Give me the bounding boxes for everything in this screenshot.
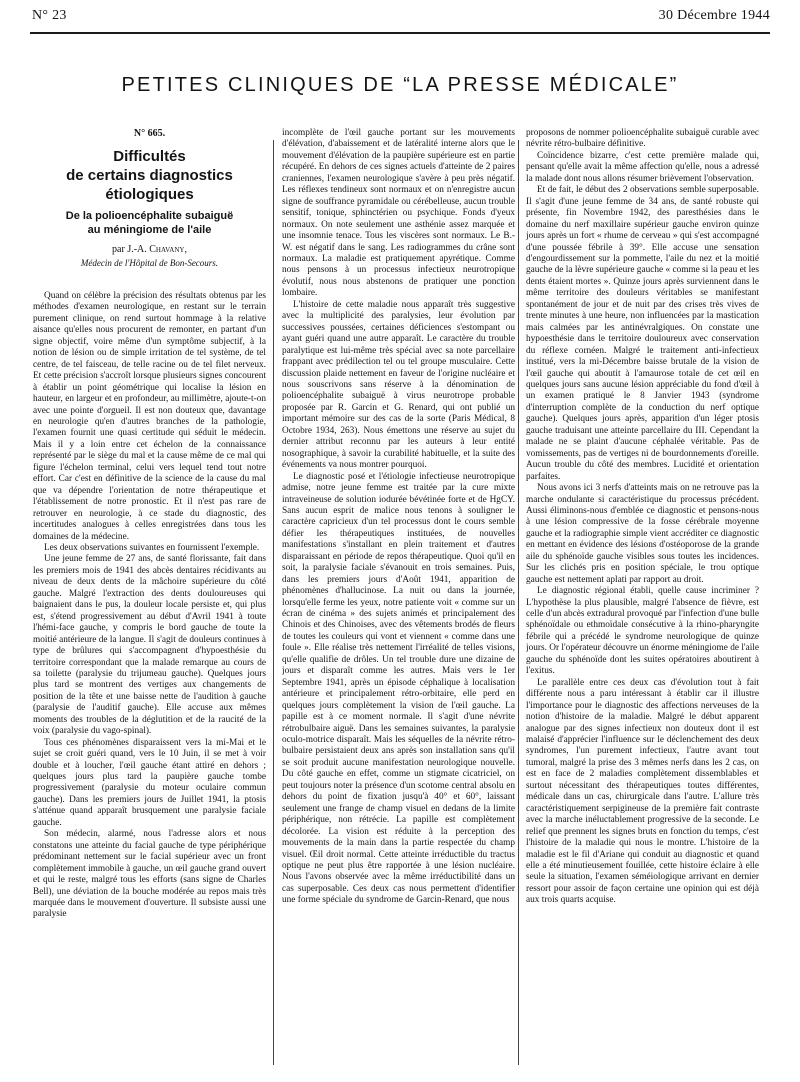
masthead: PETITES CLINIQUES DE “LA PRESSE MÉDICALE”: [121, 74, 679, 96]
column-3: [526, 128, 759, 1072]
issue-date: 30 Décembre 1944: [658, 8, 770, 23]
article-subtitle-line: au méningiome de l'aile: [87, 224, 212, 236]
column-divider: [518, 140, 519, 1065]
paragraph: Une jeune femme de 27 ans, de santé florissante, fait dans les premiers mois de 1941 des abcès dentaires récidivants au niveau de deux dents de la mâchoire supérieure du côté gauche. Malgré l'extraction des dents douloureuses qui baignaient dans le pus, la douleur locale persiste et, qui plus est, s'étend progressivement au début d'Avril 1941 à toute l'hémi-face gauche, y compris le bord gauche de toute la moitié antérieure de la langue. Il s'agit de douleurs continues à type de brûlures qui s'accompagnent d'hypoesthésie du territoire correspondant que la malade remarque au cours de sa toilette (paralysie du trijumeau gauche). Quelques jours plus tard se montrent des vertiges aux changements de position de la tête et une baisse nette de l'audition à gauche (paralysie de l'auditif gauche). Elle accuse aux mêmes moments des troubles de la déglutition et de la raucité de la voix (paralysie du vago-spinal).: [33, 554, 266, 737]
paragraph: L'histoire de cette maladie nous apparaît très suggestive avec la multiplicité des paralysies, leur évolution par successives poussées, certaines déficiences s'estompant ou ayant guéri quand une autre apparaît. Le caractère du trouble paralytique est lui-même très spécial avec sa note parcellaire frappant avec prédilection tel ou tel groupe musculaire. Cette discussion plaide nettement en faveur de l'origine nucléaire et nous souscrivons sans réserve à la dénomination de polioencéphalite subaiguë à virus neurotrope probable proposée par R. Garcin et G. Renard, qui ont publié un important mémoire sur des cas de la sorte (Paris Médical, 8 Octobre 1934, 263). Nous émettons une réserve au sujet du dernier attribut reconnu par les auteurs à leur entité nosographique, à savoir la curabilité habituelle, et la suite des événements va nous montrer pourquoi.: [282, 299, 515, 471]
paragraph: Tous ces phénomènes disparaissent vers la mi-Mai et le sujet se croit guéri quand, vers le 10 Juin, il se met à voir double et à loucher, l'œil gauche étant attiré en dehors ; quelques jours plus tard la paupière gauche tombe progressivement (paralysie du moteur oculaire commun gauche). Dans les premiers jours de Juillet 1941, la ptosis s'atténue quand apparaît brusquement une paralysie faciale gauche.: [33, 737, 266, 828]
paragraph: Son médecin, alarmé, nous l'adresse alors et nous constatons une atteinte du facial gauche de type périphérique prédominant nettement sur le facial supérieur avec un front complètement immobile à gauche, un œil gauche grand ouvert et qui le reste, malgré tous les efforts (sans signe de Charles Bell), une déviation de la bouche modérée au repos mais très marquée dans le mouvement d'ouverture. Il subsiste aussi une paralysie: [33, 829, 266, 920]
author-name: J.-A. Chavany,: [127, 244, 187, 255]
paragraph: Les deux observations suivantes en fournissent l'exemple.: [44, 542, 260, 553]
article-subtitle: [33, 209, 266, 237]
paragraph: Coïncidence bizarre, c'est cette première malade qui, pensant qu'elle avait la même affection qu'elle, nous a adressé la malade dont nous allons résumer brièvement l'observation.: [526, 150, 759, 184]
paragraph: Le diagnostic posé et l'étiologie infectieuse neurotropique admise, notre jeune femme est traitée par la cure mixte intraveineuse de solution iodurée bévétinée forte et de HgCY. Sans aucun esprit de malice nous tenons à souligner le caractère capricieux d'un tel processus dont le cours semble défier les thérapeutiques instituées, de nouvelles manifestations s'installant en plein traitement et d'autres disparaissant en période de repos thérapeutique. Quoi qu'il en soit, la paralysie faciale s'évanouit en trois semaines. Puis, dans les premiers jours d'Août 1941, apparition de phénomènes d'hallucinose. La nuit ou dans la journée, lorsqu'elle ferme les yeux, notre patiente voit « comme sur un écran de cinéma » des sujets animés et principalement des Chinois et des Chinoises, avec des vêtements brodés de fleurs de toutes les couleurs qui vont et viennent « comme dans une foule ». Elle réalise très nettement l'irréalité de telles visions, qu'elle qualifie de drôles. Un tel trouble dure une dizaine de jours et disparaît comme les autres. Mais vers le 1er Septembre 1941, après un épisode céphalique à localisation antérieure et principalement rétro-orbitaire, elle perd en quelques jours complètement la vision de l'œil gauche. La papille est à ce moment normale. Il s'agit d'une névrite rétrobulbaire aiguë. Dans les semaines suivantes, la paralysie oculo-motrice disparaît. Mais les séquelles de la névrite rétro-bulbaire persistaient deux ans après son installation sans qu'il se soit produit aucune manifestation neurologique nouvelle. Du côté gauche en effet, comme un stigmate cicatriciel, on peut toujours noter la présence d'un scotome central absolu en dehors du point de fixation jusqu'à 40° et 60°, laissant seulement une frange de champ visuel en dedans de la limite périphérique, non rétrécie. La papille est complètement décolorée. La vision est réduite à la perception des mouvements de la main dans la partie respectée du champ visuel. Œil droit normal. Cette atteinte irréductible du tractus optique ne peut plus être rapportée à une lésion nucléaire. Nous l'avons observée avec la même irréductibilité dans un cas superposable. Ces deux cas nous permettent d'identifier une forme spéciale du syndrome de Garcin-Renard, que nous: [282, 471, 515, 906]
article-title-line: Difficultés: [113, 148, 186, 165]
paragraph: Le diagnostic régional établi, quelle cause incriminer ? L'hypothèse la plus plausible, malgré l'absence de fièvre, est celle d'un abcès extradural provoqué par l'infection d'une bulle sphénoïdale ou ethmoïdale consécutive à la rhino-pharyngite fébrile qui a précédé le syndrome neurologique de quinze jours. Or l'opérateur découvre un énorme méningiome de l'aile gauche du sphénoïde dont les suites opératoires aboutirent à l'exitus.: [526, 586, 759, 677]
column-1: [33, 128, 266, 1072]
article-title-line: étiologiques: [105, 186, 194, 203]
paragraph: Et de fait, le début des 2 observations semble superposable. Il s'agit d'une jeune femme de 34 ans, de santé robuste qui présente, fin Novembre 1942, des paresthésies dans le domaine du nerf maxillaire supérieur gauche environ quinze jours après un fort « rhume de cerveau » qui s'est accompagné d'une poussée fébrile à 39°. Elle accuse une sensation d'engourdissement sur la pommette, l'aile du nez et la moitié gauche de la lèvre supérieure gauche « comme si la peau et les dents étaient mortes ». Quinze jours après surviennent dans le même territoire des douleurs véritables se manifestant spontanément de jour et de nuit par des crises très vives de trente minutes à une heure, non influencées par la mastication mais calmées par les antinévralgiques. On constate une hypoesthésie dans le territoire douloureux avec conservation du réflexe cornéen. Malgré le traitement anti-infectieux institué, vers la mi-Décembre baisse brutale de la vision de l'œil gauche qui aboutit à l'amaurose totale de cet œil en quelques jours sans aucune lésion appréciable du fond d'œil à un examen pratiqué le 8 Janvier 1943 (syndrome d'interruption complète de la conduction du nerf optique gauche). Quelques jours après, apparition d'un léger ptosis gauche traduisant une atteinte parcellaire du III. Cependant la malade ne se plaint d'aucune céphalée véritable. Pas de vomissements, pas de vertiges ni de bourdonnements d'oreille. Aucun trouble du côté des membres. Lucidité et orientation parfaites.: [526, 185, 759, 482]
paragraph: proposons de nommer polioencéphalite subaiguë curable avec névrite rétro-bulbaire définitive.: [526, 128, 759, 150]
paragraph: Quand on célèbre la précision des résultats obtenus par les méthodes d'examen neurologique, en restant sur le terrain purement clinique, on rend surtout hommage à la relative aisance qu'elles nous procurent de remonter, en partant d'un signe objectif, voire même d'un symptôme subjectif, à la notion de lésion ou de simple irritation de tel système, de tel centre, de tel faisceau, de telle racine ou de tel filet nerveux. Et cette précision s'accroît lorsque plusieurs signes concourent à établir un point géométrique qui localise la lésion en hauteur, en largeur et en profondeur, au millimètre, ajoute-t-on avec une pointe d'orgueil. Il est non douteux que, davantage en neurologie qu'en d'autres branches de la pathologie, l'examen fournit une quasi certitude qui séduit le médecin. Mais il y a loin entre cet échelon de la connaissance représenté par le siège du mal et la cause même de ce mal qui figure l'échelon terminal, celui vers lequel tend tout notre effort. Car c'est en définitive de la science de la cause du mal que va dépendre l'orientation de notre thérapeutique et l'établissement de notre pronostic. Et il n'est pas rare de retrouver en neurologie, à ce stade du diagnostic, des incertitudes analogues à celles enregistrées dans tous les domaines de la médecine.: [33, 291, 266, 542]
paragraph: Nous avons ici 3 nerfs d'atteints mais on ne retrouve pas la marche ondulante si caractéristique du processus précédent. Aussi éliminons-nous d'emblée ce diagnostic et pensons-nous à une lésion compressive de la fosse cérébrale moyenne gauche et la radiographie simple vient accréditer ce diagnostic en mettant en évidence des lésions d'ostéoporose de la grande aile du sphénoïde gauche visibles sous toutes les incidences. Sur les clichés pris en position spéciale, le trou optique gauche est nettement aplati par rapport au droit.: [526, 483, 759, 585]
column-divider: [273, 140, 274, 1065]
page-number: N° 23: [32, 8, 67, 23]
author-prefix: par: [112, 244, 125, 255]
column-2: [282, 128, 515, 1072]
paragraph: Le parallèle entre ces deux cas d'évolution tout à fait différente nous a paru intéressant à établir car il illustre l'importance pour le diagnostic des affections nerveuses de la notion d'histoire de la maladie. Malgré le début apparent analogue par des signes infectieux non douteux dont il est malaisé d'apprécier l'influence sur le déclenchement des deux syndromes, l'un purement infectieux, l'autre avant tout tumoral, malgré la prise des 3 mêmes nerfs dans les 2 cas, on est en face de 2 maladies complètement dissemblables et surtout nécessitant des thérapeutiques toutes différentes, médicale dans un cas, chirurgicale dans l'autre. L'allure très caractéristiquement serpigineuse de la première fait contraste avec la marche inéluctablement progressive de la seconde. Le relief que prennent les signes bruts en fonction du temps, c'est l'histoire de la maladie qui nous le montre. L'histoire de la maladie est le fil d'Ariane qui conduit au diagnostic et quand elle a été minutieusement fouillée, cette histoire éclaire à elle seule la situation, l'examen séméiologique arrivant en dernier ressort pour assoir de façon certaine une opinion qui est déjà aux trois quarts acquise.: [526, 677, 759, 906]
article-title-line: de certains diagnostics: [66, 167, 233, 184]
author-affiliation: Médecin de l'Hôpital de Bon-Secours.: [80, 258, 219, 268]
article-header: [33, 128, 266, 269]
article-title: [33, 147, 266, 204]
article-subtitle-line: De la polioencéphalite subaiguë: [65, 210, 234, 222]
header-rule: [30, 32, 770, 34]
paragraph: incomplète de l'œil gauche portant sur les mouvements d'élévation, d'abaissement et de latéralité interne alors que le mouvement d'élévation de la paupière supérieure est en partie récupéré. En dehors de ces signes actuels d'atteinte de 2 paires craniennes, l'examen neurologique s'avère à peu près négatif. Les réflexes tendineux sont normaux et on n'enregistre aucun signe de souffrance pyramidale ou cérébelleuse, aucun trouble sensitif, tonique, sphinctérien ou psychique. Fonds d'yeux normaux. On note seulement une asthénie assez marquée et une insomnie tenace. Tous les viscères sont normaux. Le B.-W. est négatif dans le sang. Les radiogrammes du crâne sont normaux. La maladie est pratiquement apyrétique. Comme nous pensons à un processus infectieux neurotropique évolutif, nous nous abstenons de pratiquer une ponction lombaire.: [282, 128, 515, 299]
article-number: N° 665.: [133, 128, 166, 139]
article-author-line: [33, 244, 266, 256]
